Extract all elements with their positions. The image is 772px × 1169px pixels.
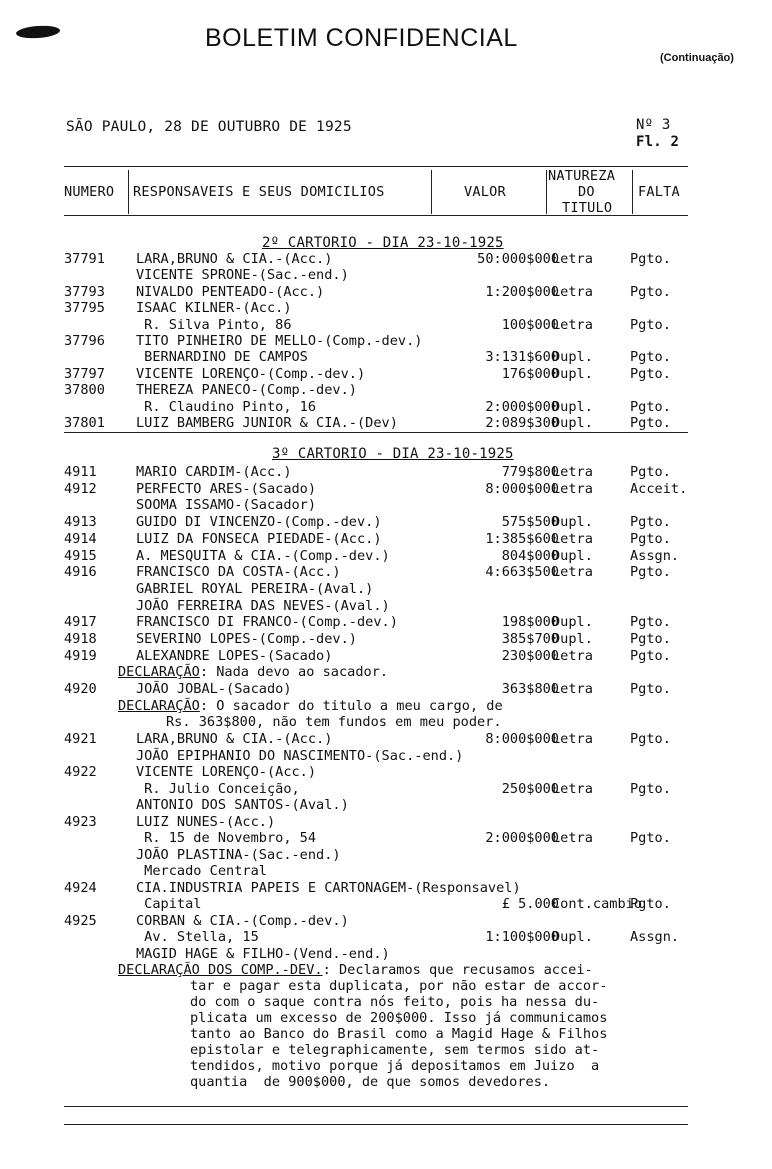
table-row [0, 797, 772, 814]
row-responsible: SOOMA ISSAMO-(Sacador) [136, 497, 317, 514]
row-number: 4913 [64, 514, 97, 531]
row-falta: Assgn. [630, 547, 680, 564]
col-header-responsaveis: RESPONSAVEIS E SEUS DOMICILIOS [133, 184, 385, 200]
table-row [0, 481, 772, 498]
row-falta: Pgto. [630, 780, 671, 797]
row-value: 50:000$000 [477, 251, 559, 267]
row-number: 37796 [64, 333, 105, 349]
row-nature: Letra [552, 647, 593, 664]
declaration-line: epistolar e telegraphicamente, sem termos sido at- [190, 1042, 600, 1058]
row-responsible: JOÃO EPIPHANIO DO NASCIMENTO-(Sac.-end.) [136, 747, 464, 764]
row-value: 363$800 [501, 681, 559, 697]
row-falta: Pgto. [630, 283, 671, 300]
declaration-line: do com o saque contra nós feito, pois ha nessa du- [190, 994, 600, 1010]
row-falta: Pgto. [630, 514, 671, 531]
table-row [0, 464, 772, 481]
row-falta: Acceit. [630, 480, 688, 497]
row-responsible: A. MESQUITA & CIA.-(Comp.-dev.) [136, 547, 390, 564]
row-falta: Pgto. [630, 415, 671, 431]
row-nature: Dupl. [552, 929, 593, 945]
row-responsible: LARA,BRUNO & CIA.-(Acc.) [136, 731, 333, 747]
row-responsible: SEVERINO LOPES-(Comp.-dev.) [136, 631, 357, 647]
declaration [118, 664, 388, 680]
row-falta: Pgto. [630, 464, 671, 480]
row-value: 8:000$000 [485, 731, 559, 747]
row-responsible: PERFECTO ARES-(Sacado) [136, 480, 317, 497]
declaration [118, 698, 503, 714]
row-value: 176$000 [501, 365, 559, 382]
row-value: 385$700 [501, 631, 559, 647]
table-row [0, 830, 772, 847]
row-falta: Pgto. [630, 830, 671, 846]
row-falta: Pgto. [630, 251, 671, 267]
bulletin-number: Nº 3 [636, 117, 671, 133]
row-value: 804$000 [501, 547, 559, 564]
table-row [0, 896, 772, 913]
table-row [0, 614, 772, 631]
row-number: 4921 [64, 731, 97, 747]
row-number: 4915 [64, 547, 97, 564]
table-row [0, 814, 772, 831]
row-number: 37801 [64, 415, 105, 431]
page-title: BOLETIM CONFIDENCIAL [205, 24, 518, 52]
declaration-line: tanto ao Banco do Brasil como a Magid Hage & Filhos [190, 1026, 608, 1042]
declaration-text: : O sacador do titulo a meu cargo, de [199, 698, 503, 714]
row-falta: Pgto. [630, 631, 671, 647]
row-responsible: FRANCISCO DI FRANCO-(Comp.-dev.) [136, 614, 398, 631]
row-number: 37800 [64, 382, 105, 399]
declaration-line: Rs. 363$800, não tem fundos em meu poder. [166, 714, 502, 730]
row-number: 37795 [64, 300, 105, 317]
row-value: 8:000$000 [485, 480, 559, 497]
table-row [0, 781, 772, 798]
row-nature: Letra [552, 316, 593, 333]
row-value: 575$500 [501, 514, 559, 531]
table-row [0, 863, 772, 880]
footer-rule [64, 1106, 688, 1107]
row-responsible: R. Silva Pinto, 86 [136, 316, 292, 333]
row-responsible: TITO PINHEIRO DE MELLO-(Comp.-dev.) [136, 333, 423, 349]
row-nature: Dupl. [552, 415, 593, 431]
row-responsible: LUIZ DA FONSECA PIEDADE-(Acc.) [136, 530, 382, 547]
table-row [0, 648, 772, 665]
row-nature: Dupl. [552, 547, 593, 564]
row-nature: Dupl. [552, 365, 593, 382]
row-falta: Pgto. [630, 731, 671, 747]
row-responsible: GABRIEL ROYAL PEREIRA-(Aval.) [136, 580, 374, 597]
declaration-text: : Nada devo ao sacador. [199, 664, 389, 680]
declaration [118, 962, 593, 978]
table-top-rule [64, 166, 688, 167]
table-row [0, 731, 772, 748]
row-responsible: ANTONIO DOS SANTOS-(Aval.) [136, 797, 349, 813]
declaration-line: plicata um excesso de 200$000. Isso já communicamos [190, 1010, 608, 1026]
table-row [0, 415, 772, 432]
row-nature: Dupl. [552, 514, 593, 531]
row-nature: Letra [552, 830, 593, 846]
declaration-line: tendidos, motivo porque já depositamos em Juizo a [190, 1058, 600, 1074]
col-divider [632, 170, 633, 214]
table-row [0, 399, 772, 416]
declaration-label: DECLARAÇÃO [118, 664, 200, 680]
table-row [0, 317, 772, 334]
col-header-natureza: DO [578, 184, 595, 200]
row-number: 4924 [64, 879, 97, 896]
row-responsible: NIVALDO PENTEADO-(Acc.) [136, 283, 325, 300]
declaration-line: tar e pagar esta duplicata, por não estar de accor- [190, 978, 608, 994]
section-rule [64, 432, 688, 433]
place-date: SÃO PAULO, 28 DE OUTUBRO DE 1925 [66, 119, 352, 135]
row-falta: Assgn. [630, 929, 680, 945]
table-row [0, 847, 772, 864]
declaration-text: : Declaramos que recusamos accei- [322, 962, 593, 978]
table-row [0, 284, 772, 301]
col-header-valor: VALOR [464, 184, 506, 200]
row-responsible: JOÃO PLASTINA-(Sac.-end.) [136, 846, 341, 863]
row-value: 1:100$000 [485, 929, 559, 945]
row-responsible: Capital [136, 896, 202, 912]
row-nature: Letra [552, 780, 593, 797]
row-number: 4918 [64, 631, 97, 647]
row-nature: Cont.cambio [552, 896, 643, 912]
declaration-label: DECLARAÇÃO DOS COMP.-DEV. [118, 962, 323, 978]
row-responsible: JOÃO FERREIRA DAS NEVES-(Aval.) [136, 597, 390, 614]
row-value: 230$000 [501, 647, 559, 664]
row-value: 4:663$500 [485, 564, 559, 581]
table-row [0, 913, 772, 930]
row-value: 779$800 [501, 464, 559, 480]
table-row [0, 366, 772, 383]
table-row [0, 531, 772, 548]
row-nature: Letra [552, 731, 593, 747]
row-responsible: FRANCISCO DA COSTA-(Acc.) [136, 564, 341, 581]
declaration-label: DECLARAÇÃO [118, 698, 200, 714]
row-falta: Pgto. [630, 647, 671, 664]
table-row [0, 880, 772, 897]
row-value: 198$000 [501, 614, 559, 631]
row-responsible: CIA.INDUSTRIA PAPEIS E CARTONAGEM-(Responsavel) [136, 879, 521, 896]
col-header-falta: FALTA [638, 184, 680, 200]
row-number: 4919 [64, 647, 97, 664]
row-falta: Pgto. [630, 365, 671, 382]
footer-rule [64, 1124, 688, 1125]
row-number: 4916 [64, 564, 97, 581]
row-number: 4914 [64, 530, 97, 547]
row-number: 4917 [64, 614, 97, 631]
row-value: 1:385$600 [485, 530, 559, 547]
table-row [0, 581, 772, 598]
table-row [0, 929, 772, 946]
table-row [0, 333, 772, 350]
row-number: 37793 [64, 283, 105, 300]
row-nature: Dupl. [552, 614, 593, 631]
row-number: 37791 [64, 251, 105, 267]
row-falta: Pgto. [630, 564, 671, 581]
row-responsible: MAGID HAGE & FILHO-(Vend.-end.) [136, 945, 390, 962]
col-header-natureza: TITULO [562, 200, 613, 216]
col-header-numero: NUMERO [64, 184, 115, 200]
row-number: 4922 [64, 764, 97, 780]
ink-blot [16, 24, 61, 39]
row-value: 3:131$600 [485, 349, 559, 366]
table-row [0, 382, 772, 399]
row-falta: Pgto. [630, 349, 671, 366]
row-nature: Letra [552, 251, 593, 267]
row-responsible: LUIZ BAMBERG JUNIOR & CIA.-(Dev) [136, 415, 398, 431]
row-number: 37797 [64, 365, 105, 382]
row-value: 100$000 [501, 316, 559, 333]
row-nature: Letra [552, 564, 593, 581]
row-responsible: BERNARDINO DE CAMPOS [136, 349, 308, 366]
row-nature: Letra [552, 480, 593, 497]
table-row [0, 564, 772, 581]
table-row [0, 598, 772, 615]
table-row [0, 748, 772, 765]
row-value: 2:000$000 [485, 830, 559, 846]
row-responsible: ALEXANDRE LOPES-(Sacado) [136, 647, 333, 664]
table-row [0, 514, 772, 531]
table-row [0, 631, 772, 648]
col-divider [128, 170, 129, 214]
table-row [0, 681, 772, 698]
row-value: 2:000$000 [485, 398, 559, 415]
col-divider [546, 170, 547, 214]
row-responsible: CORBAN & CIA.-(Comp.-dev.) [136, 912, 349, 929]
row-nature: Letra [552, 530, 593, 547]
declaration-line: quantia de 900$000, de que somos devedores. [190, 1074, 551, 1090]
row-responsible: JOÃO JOBAL-(Sacado) [136, 681, 292, 697]
col-divider [431, 170, 432, 214]
sheet-number: Fl. 2 [636, 134, 680, 150]
row-falta: Pgto. [630, 681, 671, 697]
row-responsible: Av. Stella, 15 [136, 929, 259, 945]
row-responsible: LUIZ NUNES-(Acc.) [136, 813, 276, 830]
section-title: 3º CARTORIO - DIA 23-10-1925 [272, 446, 514, 462]
table-row [0, 946, 772, 963]
section-title: 2º CARTORIO - DIA 23-10-1925 [262, 235, 504, 251]
table-row [0, 548, 772, 565]
row-falta: Pgto. [630, 896, 671, 912]
table-row [0, 300, 772, 317]
row-falta: Pgto. [630, 398, 671, 415]
row-nature: Dupl. [552, 349, 593, 366]
row-number: 4923 [64, 813, 97, 830]
row-number: 4911 [64, 464, 97, 480]
row-value: 2:089$300 [485, 415, 559, 431]
row-value: 1:200$000 [485, 283, 559, 300]
table-row [0, 764, 772, 781]
row-responsible: VICENTE LORENÇO-(Acc.) [136, 764, 317, 780]
row-number: 4925 [64, 912, 97, 929]
row-responsible: GUIDO DI VINCENZO-(Comp.-dev.) [136, 514, 382, 531]
table-row [0, 349, 772, 366]
row-falta: Pgto. [630, 614, 671, 631]
row-responsible: LARA,BRUNO & CIA.-(Acc.) [136, 251, 333, 267]
row-value: £ 5.000 [501, 896, 559, 912]
row-nature: Letra [552, 283, 593, 300]
row-value: 250$000 [501, 780, 559, 797]
row-nature: Letra [552, 464, 593, 480]
continuation-label: (Continuação) [660, 52, 734, 64]
col-header-natureza: NATUREZA [548, 168, 616, 184]
row-responsible: MARIO CARDIM-(Acc.) [136, 464, 292, 480]
table-row [0, 497, 772, 514]
row-responsible: VICENTE LORENÇO-(Comp.-dev.) [136, 365, 366, 382]
row-falta: Pgto. [630, 316, 671, 333]
row-falta: Pgto. [630, 530, 671, 547]
row-nature: Letra [552, 681, 593, 697]
row-responsible: R. Claudino Pinto, 16 [136, 398, 317, 415]
row-number: 4920 [64, 681, 97, 697]
row-number: 4912 [64, 480, 97, 497]
row-responsible: VICENTE SPRONE-(Sac.-end.) [136, 267, 349, 284]
row-responsible: ISAAC KILNER-(Acc.) [136, 300, 292, 317]
row-nature: Dupl. [552, 398, 593, 415]
table-row [0, 267, 772, 284]
row-responsible: R. Julio Conceição, [136, 780, 300, 797]
row-responsible: R. 15 de Novembro, 54 [136, 830, 317, 846]
row-responsible: THEREZA PANECO-(Comp.-dev.) [136, 382, 357, 399]
table-row [0, 251, 772, 268]
row-responsible: Mercado Central [136, 863, 267, 879]
row-nature: Dupl. [552, 631, 593, 647]
